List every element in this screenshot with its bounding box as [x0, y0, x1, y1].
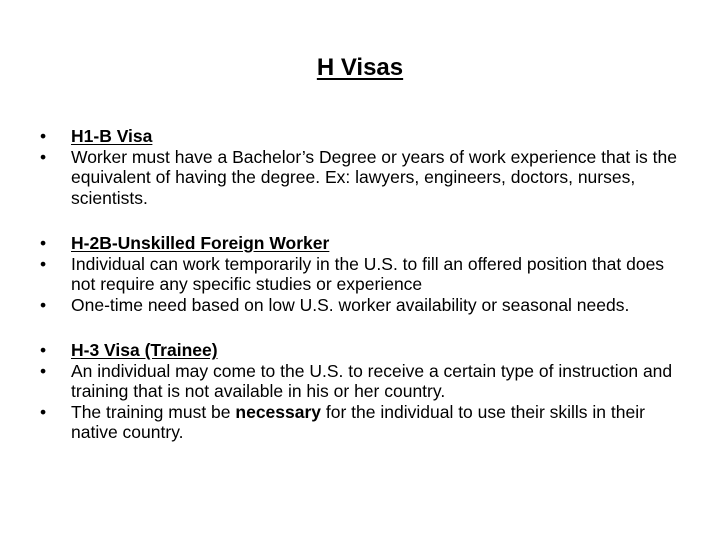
bullet-icon: • — [40, 126, 47, 146]
slide-title — [0, 52, 720, 84]
bullet-h2b-item-1 — [40, 254, 690, 295]
bullet-text: One-time need based on low U.S. worker availability or seasonal needs. — [71, 294, 630, 315]
bullet-h3-item-1 — [40, 361, 690, 402]
bullet-icon: • — [40, 360, 47, 381]
slide-title-text: H Visas — [316, 54, 404, 81]
section-heading-h1b: H1-B Visa — [71, 126, 153, 146]
section-heading-h3: H-3 Visa (Trainee) — [71, 340, 218, 360]
bullet-h1b-heading — [40, 126, 690, 147]
bullet-h3-heading — [40, 340, 690, 361]
bullet-icon: • — [40, 233, 47, 253]
bullet-h2b-item-2 — [40, 295, 690, 316]
bullet-h3-item-2 — [40, 402, 690, 443]
bullet-text-part: The training must be — [71, 401, 236, 422]
bullet-icon: • — [40, 401, 47, 422]
bullet-h1b-item-1 — [40, 147, 690, 209]
bullet-text: Worker must have a Bachelor’s Degree or years of work experience that is the equivalent of having the degree. Ex: lawyers, engineers, doctors, nurses, scientists. — [71, 146, 677, 208]
bullet-icon: • — [40, 253, 47, 274]
bullet-emphasis: necessary — [235, 401, 322, 422]
bullet-h2b-heading — [40, 233, 690, 254]
bullet-icon: • — [40, 340, 47, 360]
bullet-icon: • — [40, 294, 47, 315]
bullet-text: Individual can work temporarily in the U.S. to fill an offered position that does not require any specific studies or experience — [71, 253, 665, 294]
section-heading-h2b: H-2B-Unskilled Foreign Worker — [71, 233, 330, 253]
bullet-icon: • — [40, 146, 47, 167]
bullet-list — [40, 126, 690, 443]
bullet-text-part: for the individual to use their skills in their native country. — [71, 401, 645, 442]
bullet-text: An individual may come to the U.S. to receive a certain type of instruction and training that is not available in his or her country. — [71, 360, 673, 401]
